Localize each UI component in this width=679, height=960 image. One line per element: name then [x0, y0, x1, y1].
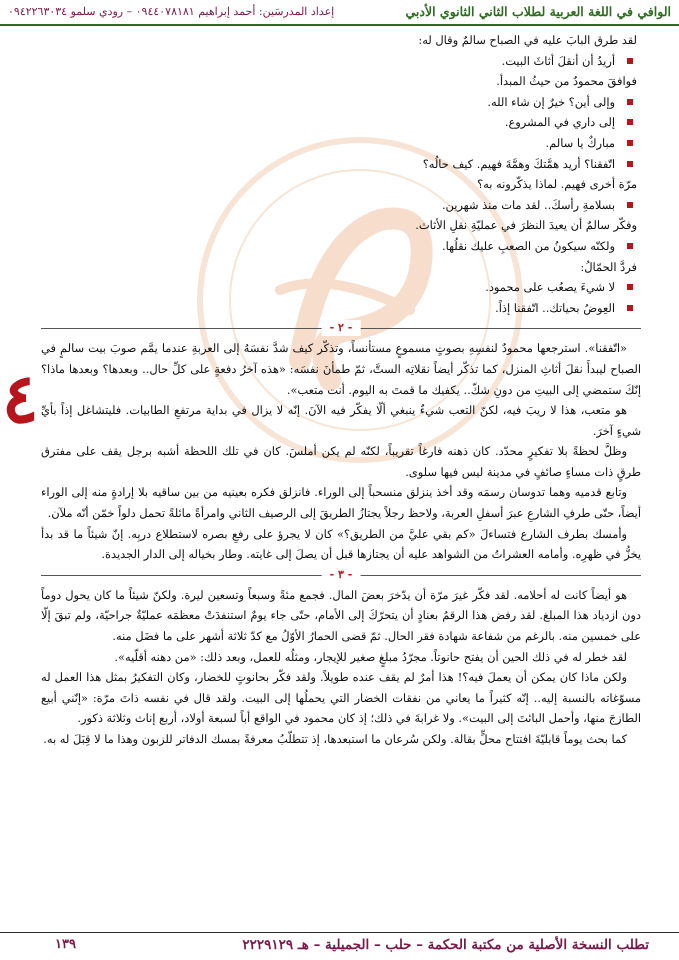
paragraph: هو متعب، هذا لا ريبَ فيه، لكنّ التعب شيءٌ ينبغي ألّا يفكّر فيه الآنَ. إنّه لا يزال في بداية مرتفعِ الطابيات. فليتشاغل إذاً بأيِّ شيءٍ آخرَ. [41, 403, 641, 438]
line-text: اتّفقنا؟ أريد همَّتكَ وهمَّةَ فهيم. كيف حالُه؟ [422, 156, 615, 171]
dialog-line [41, 112, 641, 133]
line-text: أريدُ أن أنقلَ أثاثَ البيت. [501, 53, 615, 68]
section-separator [41, 320, 641, 336]
paragraph: وتابع قدميه وهما تدوسان رسمَه وقد أخذ ينزلق منسحباً إلى الوراء. فانزلق فكره بعينيه من بين ساقيه بلا إرادةٍ منه إلى الوراء أيضاً، حتّى طرفِ الشارعِ عبرَ أسفلِ العربة، ولاحظ رجلاً يجتازُ الطريقَ إلى الرصيف الثاني وامرأةً مائلةً تحمل دلواً خمّن أنّه ملآن. [41, 485, 641, 521]
dialog-line [41, 133, 641, 154]
square-bullet-icon [627, 99, 633, 105]
dialog-list [41, 51, 641, 319]
section-two [41, 338, 641, 565]
line-text: مباركٌ يا سالم. [545, 135, 615, 150]
paragraph: «اتّفقنا». استرجعها محمودٌ لنفسِهِ بصوتٍ مسموعٍ مستأنساً، وتذكّر كيف شدَّ نفسَهُ إلى العربةِ عندما يمَّم صوبَ بيت سالمٍ في الصباح ليبدأَ نقلَ أثاثِ المنزل، كما تذكّر أيضاً نقلاتِه الستَّ، ثمّ طمأنَ نفسَه: «هذه آخرُ دفعةٍ على كلِّ حال.. وبعدها؟ وبعدها ماذا؟ إنّكَ ستمضي إلى البيتِ من دونِ شكّ.. يكفيك ما قمتَ به اليوم. أنت متعب». [41, 341, 641, 397]
paragraph: وظلَّ لحظةً بلا تفكيرٍ محدّد. كان ذهنه فارغاً تقريباً، لكنّه لم يكن أملسَ. كان في تلك اللحظة أشبه برجل يقف على مفترق طرقٍ ذات مساءٍ صائفٍ في مدينة ليس فيها سلوى. [41, 444, 641, 479]
line-text: وفكّر سالمٌ أن يعيدَ النظرَ في عمليّةِ نقلِ الأثاث. [415, 218, 637, 233]
square-bullet-icon [627, 202, 633, 208]
footer-note: تطلب النسخة الأصلية من مكتبة الحكمة – حلب – الجميلية – هـ ٢٢٢٩١٢٩ [242, 937, 649, 953]
line-text: لا شيءَ يصعُب على محمود. [485, 280, 615, 295]
line-text: العِوضُ بحياتك.. اتّفقنا إذاً. [495, 300, 615, 315]
square-bullet-icon [627, 161, 633, 167]
paragraph: هو أيضاً كانت له أحلامه. لقد فكّر غيرَ مرّة أن يدّخرَ بعضَ المال. فجمع مئةً وسبعاً وتسعين ليرة. ولكنّ شيئاً ما كان يحول دوماً دون ازدياد هذا المبلغ. لقد رفض هذا الرقمُ بعنادٍ أن يتحرّكَ إلى الأمام، حتّى جاء يومٌ استنفدَتْ معظمَه عمليّةٌ جراحيّة، ولم تبقَ إلّا على خمسين منه. بالرغم من شفاعة شهادة فقر الحال. ثمّ قضى الحمارُ الأوّلُ مع كدّ ثلاثة أشهر على ما فضَل منه. [41, 587, 641, 644]
dialog-line [41, 236, 641, 257]
narration-line [41, 215, 641, 236]
dialog-line [41, 277, 641, 298]
section-three [41, 585, 641, 750]
narration-line [41, 174, 641, 195]
square-bullet-icon [627, 58, 633, 64]
dialog-line [41, 51, 641, 72]
line-text: فردَّ الحمّالُ: [580, 259, 637, 274]
paragraph: ولكن ماذا كان يمكن أن يعملَ فيه؟! هذا أمرٌ لم يقف عنده طويلاً. ولقد فكّر بحانوتٍ للخضار، وكان التفكيرُ بمثل هذا العمل له مسوّغاته بالنسبة إليه.. إنّه كثيراً ما يعاني من نفقات الخضار التي يحملُها إلى البيت. ولقد قال في نفسه ذاتَ مرّة: «إنّني أبيع الطازجَ منها، وأحمل البائتَ إلى البيت». ولا غرابةَ في ذلك؛ إذ كان محمود في الواقع أباً لسبعة أولاد، أربع إناث وثلاثة ذكور. [41, 670, 641, 726]
paragraph: كما بحث يوماً قابليّةَ افتتاح محلٍّ بقالة. ولكن سُرعان ما استبعدها، إذ تتطلّبُ معرفةً بمسك الدفاتر للزبون وهذا ما لا قِبَلَ له به. [43, 732, 627, 746]
section-number: - ٣ - [322, 567, 361, 583]
page-content [41, 30, 641, 750]
square-bullet-icon [627, 284, 633, 290]
intro-line: لقد طرق البابَ عليه في الصباح سالمٌ وقال له: [418, 33, 637, 47]
square-bullet-icon [627, 243, 633, 249]
square-bullet-icon [627, 140, 633, 146]
square-bullet-icon [627, 305, 633, 311]
narration-line [41, 71, 641, 92]
line-text: إلى داري في المشروع. [504, 115, 615, 130]
authors-line: إعداد المدرسَين: أحمد إبراهيم ٠٩٤٤٠٧٨١٨١ – رودي سلمو ٠٩٤٢٢٦٣٠٣٤ [8, 5, 335, 18]
page-footer [0, 932, 679, 960]
section-number: - ٢ - [322, 320, 361, 336]
chapter-number: ٤ [2, 359, 39, 439]
dialog-line [41, 92, 641, 113]
paragraph: لقد خطر له في ذلك الحين أن يفتح حانوتاً. مجرّدُ مبلغٍ صغير للإيجار، ومثلُه للعمل، وبعد ذلك: «من دهنه أقلّيه». [114, 649, 627, 664]
book-title: الوافي في اللغة العربية لطلاب الثاني الثانوي الأدبي [405, 4, 671, 19]
page-header [0, 0, 679, 26]
square-bullet-icon [627, 119, 633, 125]
line-text: ولكنّه سيكونُ من الصعبِ عليك نقلُها. [441, 238, 615, 253]
line-text: فوافقَ محمودٌ من حيثُ المبدأ. [496, 74, 637, 89]
paragraph: وأمسك بطرف الشارع فتساءلَ «كم بقي عليَّ من الطريق؟» كان لا يجرؤ على رفعِ بصره لاستطلاع دربِه. إنّ شيئاً ما قد بدأ يخزُّ في ظهرِه. وأمامه العشراتُ من الشواهد عليه أن يجتازها قبل أن يصلَ إلى غايته. وطار بخياله إلى الدار الجديدة. [41, 526, 641, 562]
line-text: وإلى أين؟ خيرٌ إن شاء الله. [487, 94, 615, 109]
dialog-line [41, 154, 641, 175]
line-text: مرّة أخرى فهيم. لماذا يذكّرونه به؟ [477, 177, 637, 192]
page-number: ١٣٩ [55, 937, 76, 952]
dialog-line [41, 195, 641, 216]
line-text: بسلامةِ رأسكَ.. لقد مات منذ شهرين. [441, 197, 615, 212]
section-separator [41, 567, 641, 583]
dialog-line [41, 298, 641, 319]
narration-line [41, 257, 641, 278]
